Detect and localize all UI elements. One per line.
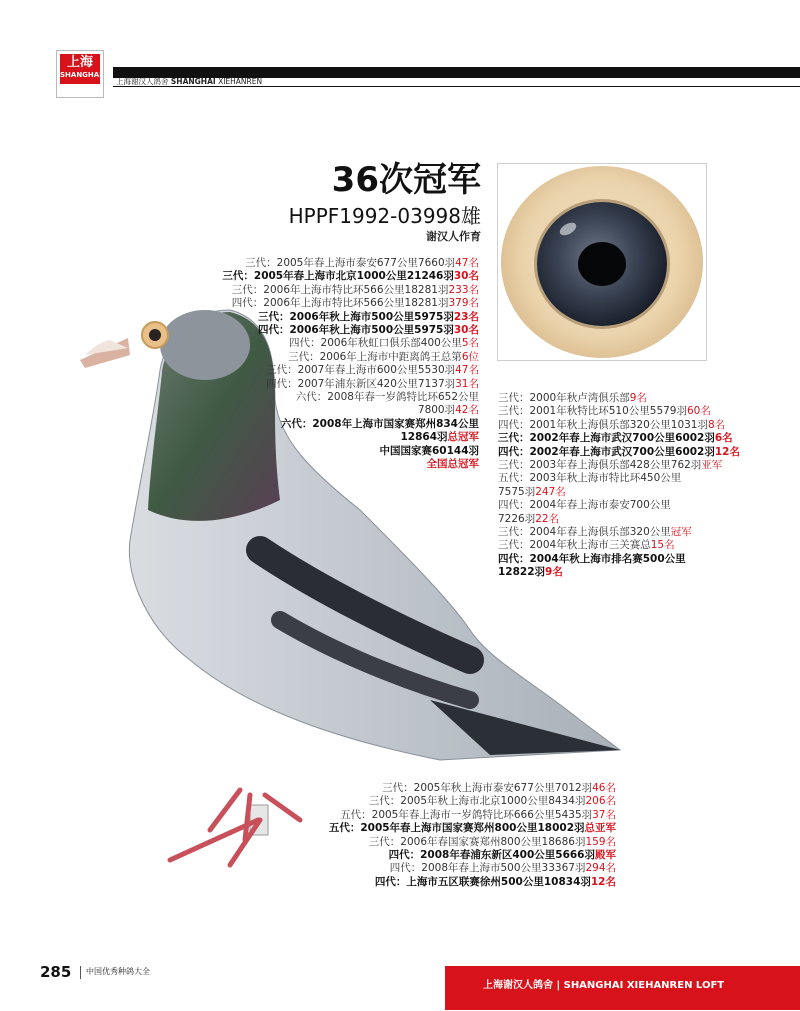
- result-text: 三代：2005年秋上海市北京1000公里8434羽: [368, 795, 586, 808]
- result-highlight: 30名: [453, 324, 479, 337]
- pedigree-line: [498, 432, 740, 445]
- result-text: 三代：2005年春上海市北京1000公里21246羽: [222, 270, 454, 283]
- result-text: 六代：2008年上海市国家赛郑州834公里: [280, 417, 479, 430]
- result-text: 12864羽: [400, 431, 448, 444]
- pedigree-line: [498, 513, 740, 526]
- result-text: 三代：2005年秋上海市泰安677公里7012羽: [382, 782, 593, 794]
- result-highlight: 37名: [592, 808, 616, 821]
- pedigree-line: [329, 849, 616, 862]
- pedigree-line: [498, 472, 740, 485]
- result-text: 四代：2002年春上海市武汉700公里6002羽: [498, 445, 715, 458]
- logo-cn-text: 上海: [66, 55, 93, 70]
- result-highlight: 总亚军: [584, 822, 616, 835]
- result-highlight: 6名: [714, 432, 733, 445]
- logo-badge: [60, 54, 100, 84]
- result-text: 三代：2001年秋特比环510公里5579羽: [498, 405, 687, 418]
- pedigree-line: [498, 499, 740, 512]
- result-text: 四代：2004年秋上海市排名赛500公里: [498, 552, 686, 565]
- footer-loft-name: 上海谢汉人鸽舍 | SHANGHAI XIEHANREN LOFT: [483, 980, 725, 991]
- result-highlight: 6位: [461, 350, 479, 363]
- result-text: 7575羽: [498, 485, 536, 498]
- pedigree-line: [498, 446, 740, 459]
- pedigree-line: [222, 297, 479, 310]
- result-highlight: 殿军: [595, 849, 616, 862]
- result-highlight: 冠军: [670, 526, 692, 539]
- result-highlight: 30名: [453, 270, 479, 283]
- result-text: 三代：2004年春上海俱乐部320公里: [498, 526, 671, 539]
- page-title: 36次冠军: [331, 160, 481, 200]
- result-text: 三代：2006年上海市特比环566公里18281羽: [231, 283, 449, 296]
- pedigree-line: [329, 862, 616, 875]
- pedigree-line: [498, 392, 740, 405]
- result-text: 四代：2006年上海市特比环566公里18281羽: [231, 297, 449, 310]
- header-loft-name: XIEHANREN: [215, 77, 263, 86]
- pedigree-line: [329, 809, 616, 822]
- result-highlight: 15名: [650, 539, 675, 552]
- eye-pupil: [578, 242, 626, 286]
- result-text: 五代：2005年春上海市一岁鸽特比环666公里5435羽: [340, 808, 593, 821]
- result-text: 五代：2005年春上海市国家赛郑州800公里18002羽: [328, 822, 585, 835]
- pedigree-line: [329, 822, 616, 835]
- pedigree-line: [222, 445, 479, 458]
- result-highlight: 总冠军: [447, 431, 479, 444]
- shanghai-logo: [56, 50, 104, 98]
- pedigree-line: [222, 257, 479, 270]
- result-text: 7800羽: [417, 404, 456, 417]
- result-highlight: 9名: [545, 566, 563, 579]
- pedigree-line: [498, 419, 740, 432]
- pedigree-line: [222, 431, 479, 444]
- result-highlight: 206名: [585, 795, 616, 808]
- result-text: 四代：2004年春上海市泰安700公里: [498, 499, 671, 512]
- ring-number: HPPF1992-03998雄: [288, 204, 481, 228]
- pedigree-line: [222, 458, 479, 471]
- header-text: [116, 77, 262, 87]
- result-highlight: 亚军: [701, 459, 723, 472]
- pedigree-line: [329, 795, 616, 808]
- footer-separator: [80, 966, 81, 979]
- result-text: 三代：2002年春上海市武汉700公里6002羽: [498, 432, 715, 445]
- pedigree-line: [222, 391, 479, 404]
- result-text: 四代：2006年秋上海市500公里5975羽: [258, 324, 454, 337]
- result-highlight: 22名: [535, 512, 560, 525]
- pedigree-line: [498, 486, 740, 499]
- result-highlight: 233名: [448, 283, 479, 296]
- result-highlight: 60名: [686, 405, 711, 418]
- result-highlight: 5名: [461, 337, 479, 350]
- result-text: 三代：2007年春上海市600公里5530羽: [266, 364, 456, 377]
- pedigree-block-top: [222, 257, 479, 472]
- result-text: 四代：2007年浦东新区420公里7137羽: [266, 377, 456, 390]
- result-text: 三代：2004年秋上海市三关赛总: [498, 539, 651, 552]
- pedigree-line: [222, 324, 479, 337]
- pedigree-line: [329, 782, 616, 795]
- result-highlight: 159名: [585, 835, 616, 848]
- result-highlight: 12名: [590, 875, 616, 888]
- result-text: 三代：2005年春上海市泰安677公里7660羽: [245, 257, 456, 269]
- publication-name: 中国优秀种鸽大全: [86, 967, 150, 976]
- result-text: 五代：2003年秋上海市特比环450公里: [498, 472, 682, 485]
- result-text: 12822羽: [498, 566, 546, 579]
- result-highlight: 9名: [629, 392, 647, 404]
- breeder-credit: 谢汉人作育: [426, 230, 481, 243]
- result-text: 六代：2008年春一岁鸽特比环652公里: [295, 391, 479, 404]
- pedigree-line: [498, 553, 740, 566]
- header-brand: SHANGHAI: [170, 77, 216, 86]
- eye-highlight: [558, 220, 579, 238]
- pedigree-line: [222, 337, 479, 350]
- result-highlight: 全国总冠军: [426, 458, 479, 471]
- result-text: 中国国家赛60144羽: [379, 444, 479, 457]
- page-number: 285: [40, 963, 72, 981]
- result-highlight: 8名: [707, 418, 726, 431]
- pedigree-line: [222, 351, 479, 364]
- pedigree-line: [498, 405, 740, 418]
- result-highlight: 47名: [455, 364, 479, 377]
- result-highlight: 23名: [453, 310, 479, 323]
- pedigree-line: [222, 270, 479, 283]
- pedigree-line: [222, 364, 479, 377]
- result-text: 三代：2000年秋卢湾俱乐部: [498, 392, 630, 404]
- result-text: 四代：上海市五区联赛徐州500公里10834羽: [374, 875, 591, 888]
- result-highlight: 12名: [714, 445, 740, 458]
- pedigree-line: [498, 459, 740, 472]
- result-text: 四代：2001年秋上海俱乐部320公里1031羽: [498, 418, 708, 431]
- result-highlight: 31名: [455, 377, 479, 390]
- pedigree-line: [329, 876, 616, 889]
- result-text: 三代：2006年春国家赛郑州800公里18686羽: [368, 835, 586, 848]
- result-text: 四代：2008年春上海市500公里33367羽: [389, 862, 586, 875]
- pedigree-line: [222, 418, 479, 431]
- pedigree-line: [498, 566, 740, 579]
- result-text: 7226羽: [498, 512, 536, 525]
- result-highlight: 42名: [455, 404, 479, 417]
- pedigree-line: [498, 539, 740, 552]
- result-highlight: 46名: [592, 782, 616, 794]
- result-text: 三代：2006年秋上海市500公里5975羽: [258, 310, 454, 323]
- pedigree-line: [222, 284, 479, 297]
- result-highlight: 47名: [455, 257, 479, 269]
- result-text: 三代：2003年春上海俱乐部428公里762羽: [498, 459, 702, 472]
- pedigree-line: [329, 836, 616, 849]
- result-text: 四代：2006年秋虹口俱乐部400公里: [289, 337, 462, 350]
- logo-en-text: SHANGHAI: [60, 71, 102, 79]
- pedigree-block-bottom: [329, 782, 616, 889]
- result-highlight: 247名: [535, 485, 566, 498]
- pedigree-block-right: [498, 392, 740, 580]
- pedigree-line: [498, 526, 740, 539]
- result-text: 三代：2006年上海市中距离鸽王总第: [288, 350, 462, 363]
- pedigree-line: [222, 311, 479, 324]
- pedigree-line: [222, 378, 479, 391]
- result-highlight: 294名: [585, 862, 616, 875]
- result-text: 四代：2008年春浦东新区400公里5666羽: [388, 849, 595, 862]
- header-prefix: 上海谢汉人鸽舍: [116, 77, 171, 86]
- result-highlight: 379名: [448, 297, 479, 310]
- pedigree-line: [222, 404, 479, 417]
